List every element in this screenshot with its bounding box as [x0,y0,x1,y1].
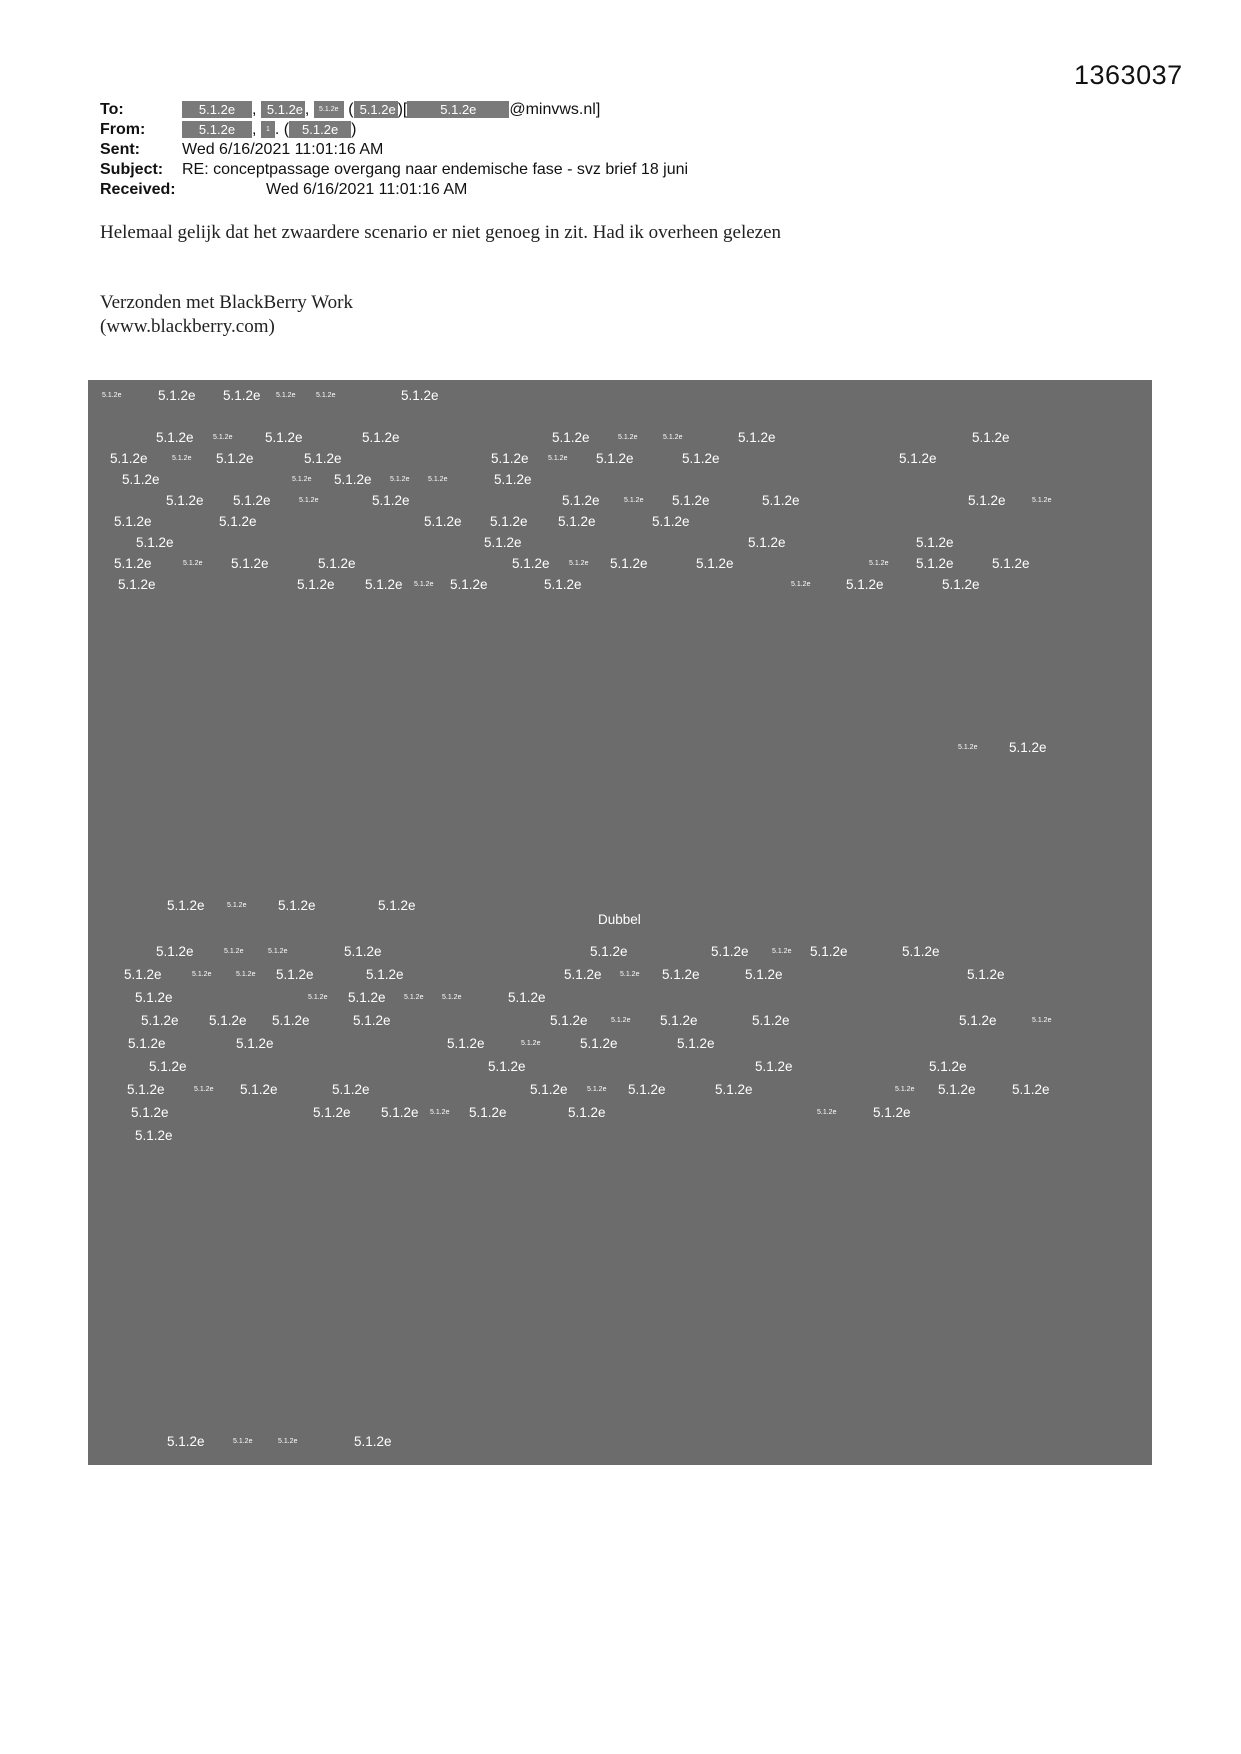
redaction-label: 5.1.2e [558,514,596,529]
signature-line-2: (www.blackberry.com) [100,316,275,337]
redaction-label: 5.1.2e [265,430,303,445]
redaction-label: 5.1.2e [810,944,848,959]
redaction-label: 5.1.2e [484,535,522,550]
redaction-label: 5.1.2e [353,1013,391,1028]
redaction-box: 5.1.2e [182,101,252,118]
redaction-box: 5.1.2e [261,101,305,118]
redaction-label: 5.1.2e [958,744,978,751]
redaction-label: 5.1.2e [299,497,319,504]
redaction-label: 5.1.2e [236,971,256,978]
redaction-label: 5.1.2e [131,1105,169,1120]
redaction-label: 5.1.2e [233,493,271,508]
redaction-label: 5.1.2e [548,455,568,462]
redaction-label: 5.1.2e [216,451,254,466]
redaction-label: 5.1.2e [568,1105,606,1120]
redaction-label: 5.1.2e [748,535,786,550]
redaction-label: 5.1.2e [135,990,173,1005]
redaction-label: 5.1.2e [569,560,589,567]
redaction-label: 5.1.2e [512,556,550,571]
redaction-label: 5.1.2e [308,994,328,1001]
redaction-label: 5.1.2e [428,476,448,483]
redaction-label: 5.1.2e [967,967,1005,982]
redaction-label: 5.1.2e [424,514,462,529]
duplicate-label: Dubbel [598,912,641,927]
redaction-label: 5.1.2e [183,560,203,567]
redaction-label: 5.1.2e [652,514,690,529]
redaction-label: 5.1.2e [156,944,194,959]
redaction-label: 5.1.2e [233,1438,253,1445]
redaction-label: 5.1.2e [219,514,257,529]
redaction-box: 5.1.2e [182,121,252,138]
redaction-label: 5.1.2e [590,944,628,959]
redaction-label: 5.1.2e [938,1082,976,1097]
redaction-label: 5.1.2e [869,560,889,567]
redaction-label: 5.1.2e [738,430,776,445]
redaction-label: 5.1.2e [316,392,336,399]
sent-label: Sent: [100,141,140,158]
received-value: Wed 6/16/2021 11:01:16 AM [266,181,468,198]
redaction-label: 5.1.2e [136,535,174,550]
redaction-label: 5.1.2e [227,902,247,909]
redaction-label: 5.1.2e [278,1438,298,1445]
redaction-label: 5.1.2e [156,430,194,445]
redaction-label: 5.1.2e [223,388,261,403]
redaction-label: 5.1.2e [224,948,244,955]
redaction-label: 5.1.2e [430,1109,450,1116]
redaction-label: 5.1.2e [194,1086,214,1093]
subject-label: Subject: [100,161,164,178]
redaction-label: 5.1.2e [745,967,783,982]
redaction-label: 5.1.2e [972,430,1010,445]
redaction-label: 5.1.2e [447,1036,485,1051]
redaction-label: 5.1.2e [618,434,638,441]
from-value: 5.1.2e , 1 . ( 5.1.2e ) [182,120,356,140]
redaction-label: 5.1.2e [929,1059,967,1074]
redaction-label: 5.1.2e [752,1013,790,1028]
redaction-label: 5.1.2e [378,898,416,913]
redaction-label: 5.1.2e [124,967,162,982]
redaction-label: 5.1.2e [772,948,792,955]
redaction-label: 5.1.2e [662,967,700,982]
redaction-label: 5.1.2e [348,990,386,1005]
redaction-label: 5.1.2e [677,1036,715,1051]
redaction-label: 5.1.2e [102,392,122,399]
redaction-label: 5.1.2e [992,556,1030,571]
redaction-label: 5.1.2e [240,1082,278,1097]
redaction-label: 5.1.2e [580,1036,618,1051]
redaction-label: 5.1.2e [873,1105,911,1120]
redaction-label: 5.1.2e [682,451,720,466]
redaction-label: 5.1.2e [110,451,148,466]
redaction-label: 5.1.2e [404,994,424,1001]
redaction-label: 5.1.2e [278,898,316,913]
redaction-label: 5.1.2e [491,451,529,466]
redaction-label: 5.1.2e [209,1013,247,1028]
redaction-box: 5.1.2e [314,101,344,118]
redaction-label: 5.1.2e [817,1109,837,1116]
redaction-label: 5.1.2e [276,967,314,982]
redaction-label: 5.1.2e [663,434,683,441]
redaction-label: 5.1.2e [450,577,488,592]
redaction-label: 5.1.2e [231,556,269,571]
redaction-label: 5.1.2e [127,1082,165,1097]
redaction-label: 5.1.2e [213,434,233,441]
redaction-label: 5.1.2e [1032,497,1052,504]
redaction-box: 5.1.2e [289,121,351,138]
redaction-label: 5.1.2e [362,430,400,445]
to-email-suffix: @minvws.nl] [509,101,601,118]
redaction-box: 1 [261,121,275,138]
redaction-label: 5.1.2e [711,944,749,959]
redaction-label: 5.1.2e [292,476,312,483]
redaction-label: 5.1.2e [268,948,288,955]
redaction-label: 5.1.2e [550,1013,588,1028]
redaction-label: 5.1.2e [272,1013,310,1028]
redaction-label: 5.1.2e [167,898,205,913]
redaction-label: 5.1.2e [344,944,382,959]
redaction-label: 5.1.2e [562,493,600,508]
redaction-label: 5.1.2e [276,392,296,399]
redaction-label: 5.1.2e [122,472,160,487]
redaction-label: 5.1.2e [114,556,152,571]
redaction-label: 5.1.2e [141,1013,179,1028]
to-value: 5.1.2e , 5.1.2e , 5.1.2e ( 5.1.2e )[ 5.1.2e @minvws.nl] [182,100,600,120]
redaction-label: 5.1.2e [916,535,954,550]
redaction-label: 5.1.2e [297,577,335,592]
to-label: To: [100,101,124,118]
redaction-label: 5.1.2e [696,556,734,571]
redaction-label: 5.1.2e [587,1086,607,1093]
redaction-label: 5.1.2e [544,577,582,592]
redaction-label: 5.1.2e [611,1017,631,1024]
redaction-label: 5.1.2e [158,388,196,403]
redaction-label: 5.1.2e [508,990,546,1005]
redaction-label: 5.1.2e [660,1013,698,1028]
redaction-label: 5.1.2e [172,455,192,462]
redaction-label: 5.1.2e [902,944,940,959]
redacted-block [88,380,1152,1465]
redaction-label: 5.1.2e [166,493,204,508]
redaction-label: 5.1.2e [128,1036,166,1051]
redaction-label: 5.1.2e [135,1128,173,1143]
redaction-label: 5.1.2e [313,1105,351,1120]
redaction-label: 5.1.2e [1009,740,1047,755]
received-label: Received: [100,181,176,198]
sent-value: Wed 6/16/2021 11:01:16 AM [182,141,384,158]
redaction-label: 5.1.2e [942,577,980,592]
redaction-label: 5.1.2e [521,1040,541,1047]
redaction-label: 5.1.2e [236,1036,274,1051]
redaction-label: 5.1.2e [530,1082,568,1097]
redaction-label: 5.1.2e [488,1059,526,1074]
redaction-label: 5.1.2e [366,967,404,982]
redaction-label: 5.1.2e [564,967,602,982]
redaction-label: 5.1.2e [354,1434,392,1449]
document-number: 1363037 [1074,60,1183,90]
message-text: Helemaal gelijk dat het zwaardere scenario er niet genoeg in zit. Had ik overheen gelezen [100,222,782,243]
redaction-label: 5.1.2e [610,556,648,571]
redaction-label: 5.1.2e [469,1105,507,1120]
redaction-label: 5.1.2e [381,1105,419,1120]
redaction-label: 5.1.2e [390,476,410,483]
redaction-label: 5.1.2e [192,971,212,978]
redaction-label: 5.1.2e [791,581,811,588]
redaction-label: 5.1.2e [552,430,590,445]
redaction-label: 5.1.2e [401,388,439,403]
redaction-label: 5.1.2e [332,1082,370,1097]
subject-value: RE: conceptpassage overgang naar endemische fase - svz brief 18 juni [182,161,689,178]
redaction-label: 5.1.2e [304,451,342,466]
redaction-label: 5.1.2e [672,493,710,508]
redaction-label: 5.1.2e [899,451,937,466]
redaction-label: 5.1.2e [624,497,644,504]
redaction-label: 5.1.2e [494,472,532,487]
redaction-label: 5.1.2e [755,1059,793,1074]
redaction-label: 5.1.2e [628,1082,666,1097]
redaction-label: 5.1.2e [1032,1017,1052,1024]
redaction-label: 5.1.2e [149,1059,187,1074]
redaction-label: 5.1.2e [1012,1082,1050,1097]
redaction-label: 5.1.2e [442,994,462,1001]
redaction-label: 5.1.2e [916,556,954,571]
redaction-label: 5.1.2e [959,1013,997,1028]
signature-line-1: Verzonden met BlackBerry Work [100,292,353,313]
redaction-label: 5.1.2e [334,472,372,487]
redaction-label: 5.1.2e [372,493,410,508]
redaction-label: 5.1.2e [620,971,640,978]
redaction-label: 5.1.2e [715,1082,753,1097]
redaction-label: 5.1.2e [118,577,156,592]
from-label: From: [100,121,146,138]
redaction-label: 5.1.2e [968,493,1006,508]
redaction-label: 5.1.2e [762,493,800,508]
redaction-label: 5.1.2e [846,577,884,592]
redaction-label: 5.1.2e [414,581,434,588]
redaction-label: 5.1.2e [895,1086,915,1093]
redaction-label: 5.1.2e [596,451,634,466]
redaction-label: 5.1.2e [318,556,356,571]
redaction-label: 5.1.2e [114,514,152,529]
redaction-label: 5.1.2e [167,1434,205,1449]
redaction-box: 5.1.2e [354,101,398,118]
redaction-label: 5.1.2e [490,514,528,529]
redaction-box: 5.1.2e [407,101,509,118]
redaction-label: 5.1.2e [365,577,403,592]
